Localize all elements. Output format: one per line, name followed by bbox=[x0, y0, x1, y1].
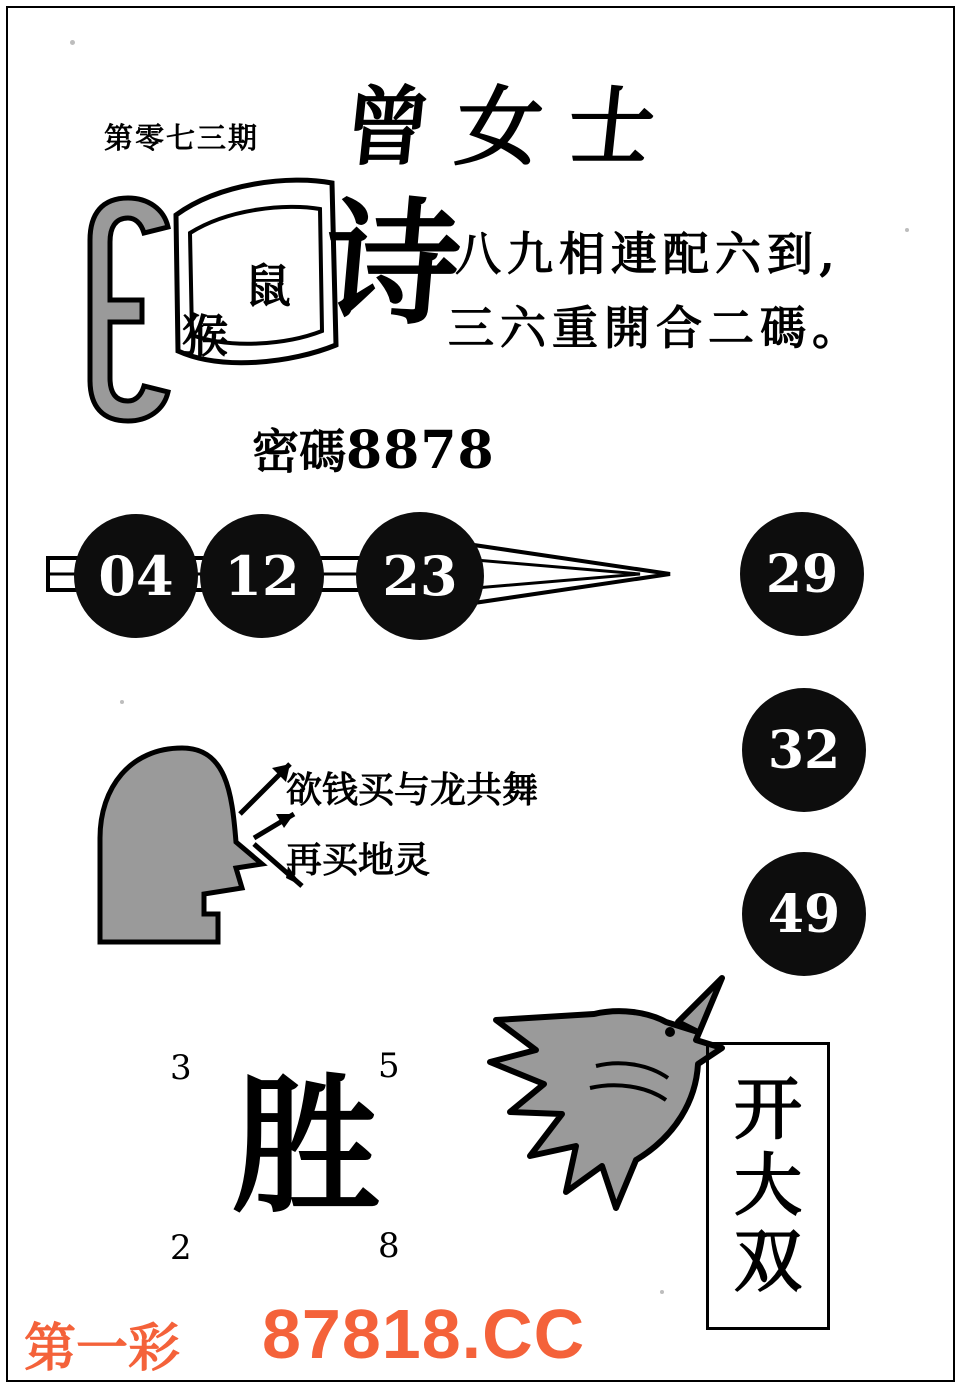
vertical-slogan-char: 大 bbox=[733, 1145, 802, 1226]
lottery-ball: 12 bbox=[200, 514, 324, 638]
vertical-slogan-char: 双 bbox=[733, 1222, 802, 1303]
vertical-slogan-box bbox=[706, 1042, 830, 1330]
speech-line-2: 再买地灵 bbox=[286, 839, 431, 881]
vertical-slogan-char: 开 bbox=[733, 1069, 802, 1150]
zodiac-char-bottom: 猴 bbox=[182, 309, 228, 363]
poem-line-1: 八九相連配六到, bbox=[455, 227, 842, 281]
corner-digit-bottom-right: 8 bbox=[378, 1226, 400, 1266]
password-value: 8878 bbox=[346, 420, 495, 481]
issue-label: 第零七三期 bbox=[104, 121, 260, 155]
footer-brand: 第一彩 bbox=[24, 1318, 181, 1379]
poem-line-2: 三六重開合二碼。 bbox=[448, 301, 864, 355]
corner-digit-bottom-left: 2 bbox=[170, 1228, 192, 1268]
corner-digit-top-right: 5 bbox=[378, 1046, 400, 1086]
poem-heading-char: 诗 bbox=[318, 184, 467, 343]
center-character: 胜 bbox=[232, 1059, 380, 1233]
lottery-ball: 29 bbox=[740, 512, 864, 636]
speck-decor bbox=[70, 40, 75, 45]
footer-site-url: 87818.CC bbox=[262, 1295, 586, 1373]
speck-decor bbox=[905, 228, 909, 232]
lottery-ball: 23 bbox=[356, 512, 484, 640]
zodiac-char-top: 鼠 bbox=[245, 259, 291, 313]
page-title: 曾女士 bbox=[338, 77, 686, 178]
lottery-ball: 04 bbox=[74, 514, 198, 638]
speck-decor bbox=[660, 1290, 664, 1294]
speech-line-1: 欲钱买与龙共舞 bbox=[286, 769, 539, 811]
password-label: 密碼 bbox=[252, 425, 346, 480]
lottery-ball: 49 bbox=[742, 852, 866, 976]
lottery-ball: 32 bbox=[742, 688, 866, 812]
speck-decor bbox=[120, 700, 124, 704]
corner-digit-top-left: 3 bbox=[170, 1048, 192, 1088]
password-row bbox=[252, 415, 495, 482]
